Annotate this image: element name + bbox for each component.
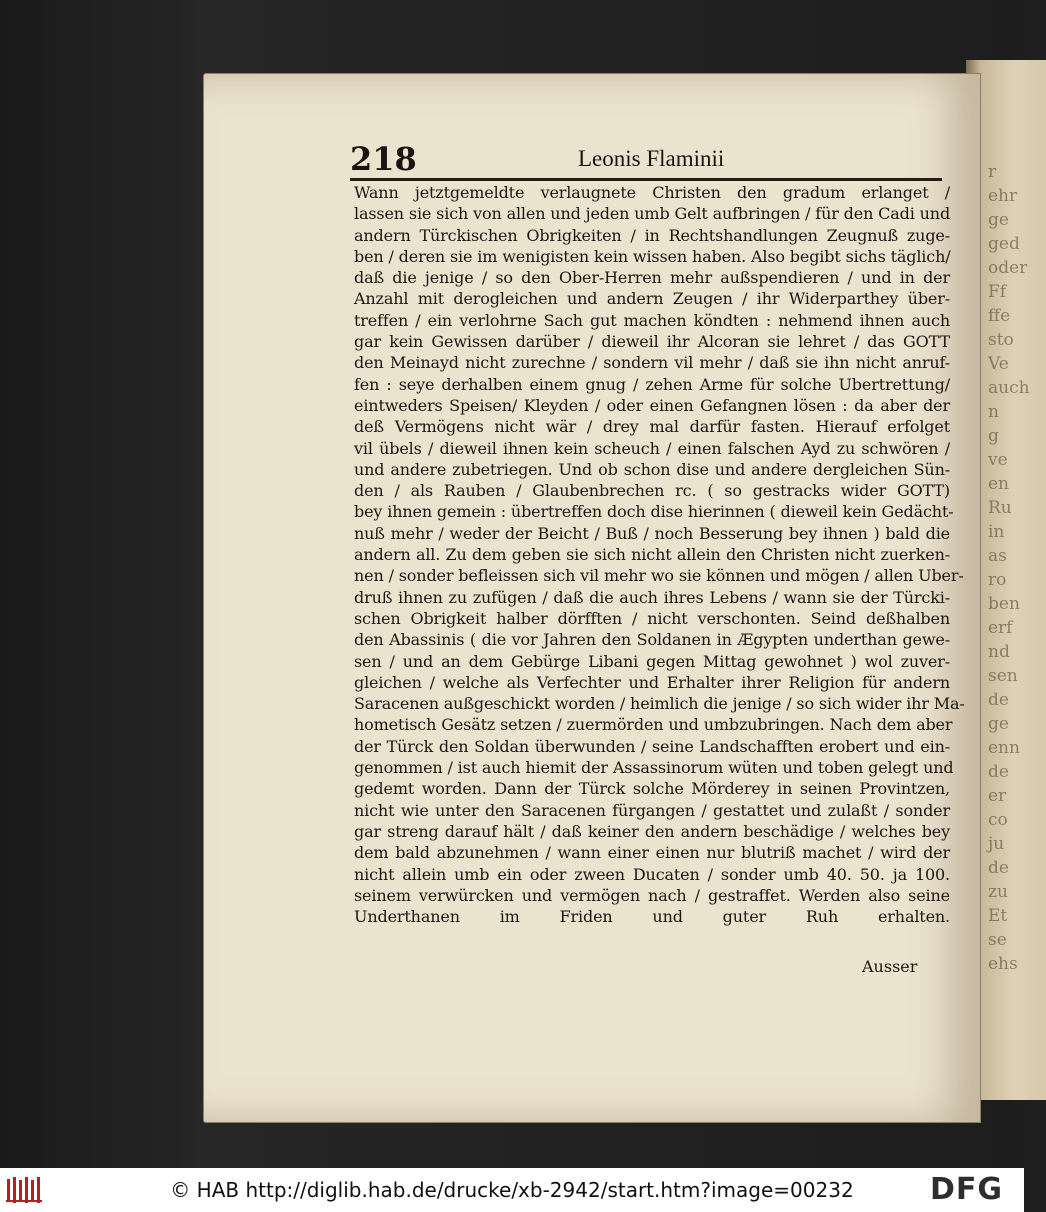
- facing-page-fragment: ged: [988, 234, 1020, 254]
- page-header: [350, 140, 940, 176]
- facing-page-fragment: ffe: [988, 306, 1011, 326]
- text-line: seinem verwürcken und vermögen nach / gestraffet. Werden also seine: [354, 885, 950, 905]
- text-line: den Abassinis ( die vor Jahren den Soldanen in Ægypten underthan gewe-: [354, 630, 950, 650]
- text-line: eintweders Speisen/ Kleyden / oder einen Gefangnen lösen : da aber der: [354, 395, 950, 415]
- facing-page-fragment: Ve: [988, 354, 1009, 374]
- facing-page-fragment: ve: [988, 450, 1008, 470]
- facing-page-fragment: oder: [988, 258, 1028, 278]
- text-line: deß Vermögens nicht wär / drey mal darfür fasten. Hierauf erfolget: [354, 417, 950, 437]
- text-line: Wann jetztgemeldte verlaugnete Christen den gradum erlanget /: [354, 183, 950, 202]
- text-line: andern Türckischen Obrigkeiten / in Rechtshandlungen Zeugnuß zuge-: [354, 225, 950, 245]
- text-line: bey ihnen gemein : übertreffen doch dise hierinnen ( dieweil kein Gedächt-: [354, 502, 954, 522]
- text-line: Anzahl mit derogleichen und andern Zeugen / ihr Widerparthey über-: [354, 289, 950, 309]
- facing-page-fragment: auch: [988, 378, 1030, 398]
- facing-page-fragment: de: [988, 858, 1009, 878]
- text-line: gedemt worden. Dann der Türck solche Mörderey in seinen Provintzen,: [354, 779, 950, 799]
- facing-page-fragment: ehr: [988, 186, 1018, 206]
- text-line: druß ihnen zu zufügen / daß die auch ihres Lebens / wann sie der Türcki-: [354, 587, 950, 607]
- text-line: den / als Rauben / Glaubenbrechen rc. ( so gestracks wider GOTT): [354, 481, 950, 501]
- text-line: ben / deren sie im wenigisten kein wissen haben. Also begibt sichs täglich/: [354, 246, 951, 266]
- text-line: schen Obrigkeit halber dörfften / nicht verschonten. Seind deßhalben: [354, 608, 950, 628]
- facing-page-fragment: Ff: [988, 282, 1007, 302]
- body-text: [354, 182, 965, 927]
- text-line: gar streng darauf hält / daß keiner den andern beschädige / welches bey: [354, 821, 950, 841]
- facing-page-fragment: nd: [988, 642, 1010, 662]
- text-line: nicht wie unter den Saracenen fürgangen / gestattet und zulaßt / sonder: [354, 800, 950, 820]
- text-line: nicht allein umb ein oder zween Ducaten / sonder umb 40. 50. ja 100.: [354, 864, 950, 884]
- text-line: genommen / ist auch hiemit der Assassinorum wüten und toben gelegt und: [354, 758, 954, 778]
- facing-page-fragment: Et: [988, 906, 1008, 926]
- facing-page-fragment: ju: [988, 834, 1005, 854]
- dfg-logo: DFG: [930, 1172, 1004, 1207]
- facing-page-fragment: ehs: [988, 954, 1018, 974]
- catchword: Ausser: [862, 957, 918, 976]
- text-line: Saracenen außgeschickt worden / heimlich die jenige / so sich wider ihr Ma-: [354, 694, 965, 714]
- text-line: lassen sie sich von allen und jeden umb Gelt aufbringen / für den Cadi und: [354, 204, 951, 224]
- facing-page-text: [988, 160, 1028, 976]
- facing-page-fragment: de: [988, 762, 1009, 782]
- text-line: treffen / ein verlohrne Sach gut machen köndten : nehmend ihnen auch: [354, 310, 950, 330]
- facing-page-fragment: g: [988, 426, 999, 446]
- running-head: Leonis Flaminii: [578, 146, 725, 171]
- text-line: den Meinayd nicht zurechne / sondern vil mehr / daß sie ihn nicht anruf-: [354, 353, 950, 373]
- text-line: nen / sonder befleissen sich vil mehr wo sie können und mögen / allen Uber-: [354, 566, 964, 586]
- facing-page-fragment: sen: [988, 666, 1018, 686]
- text-line: gleichen / welche als Verfechter und Erhalter ihrer Religion für andern: [354, 672, 950, 692]
- facing-page-fragment: ben: [988, 594, 1020, 614]
- facing-page-fragment: as: [988, 546, 1007, 566]
- text-line: vil übels / dieweil ihnen kein scheuch / einen falschen Ayd zu schwören /: [354, 438, 950, 458]
- facing-page-fragment: Ru: [988, 498, 1012, 518]
- facing-page-fragment: en: [988, 474, 1010, 494]
- text-line: und andere zubetriegen. Und ob schon dise und andere dergleichen Sün-: [354, 459, 950, 479]
- text-line: daß die jenige / so den Ober-Herren mehr außspendieren / und in der: [354, 268, 950, 288]
- text-line: andern all. Zu dem geben sie sich nicht allein den Christen nicht zuerken-: [354, 545, 950, 565]
- facing-page-fragment: enn: [988, 738, 1020, 758]
- facing-page-fragment: erf: [988, 618, 1013, 638]
- text-line: hometisch Gesätz setzen / zuermörden und umbzubringen. Nach dem aber: [354, 715, 953, 735]
- copyright-url[interactable]: © HAB http://diglib.hab.de/drucke/xb-2942/start.htm?image=00232: [170, 1178, 854, 1202]
- facing-page-fragment: ge: [988, 210, 1009, 230]
- facing-page-fragment: se: [988, 930, 1007, 950]
- facing-page-fragment: ge: [988, 714, 1009, 734]
- facing-page-fragment: in: [988, 522, 1005, 542]
- text-line: sen / und an dem Gebürge Libani gegen Mittag gewohnet ) wol zuver-: [354, 651, 950, 671]
- page-number: 218: [350, 140, 417, 178]
- facing-page-fragment: ro: [988, 570, 1007, 590]
- facing-page-fragment: n: [988, 402, 999, 422]
- footer-bar: [0, 1168, 1024, 1212]
- text-line: dem bald abzunehmen / wann einer einen nur blutriß machet / wird der: [354, 843, 950, 863]
- facing-page-fragment: de: [988, 690, 1009, 710]
- facing-page-fragment: zu: [988, 882, 1008, 902]
- facing-page-fragment: er: [988, 786, 1007, 806]
- facing-page-fragment: r: [988, 162, 997, 182]
- facing-page-fragment: sto: [988, 330, 1014, 350]
- text-line: fen : seye derhalben einem gnug / zehen Arme für solche Ubertrettung/: [354, 374, 950, 394]
- header-rule: [350, 178, 942, 181]
- text-line: Underthanen im Friden und guter Ruh erhalten.: [354, 907, 950, 927]
- text-line: gar kein Gewissen darüber / dieweil ihr Alcoran sie lehret / das GOTT: [354, 332, 950, 352]
- text-line: der Türck den Soldan überwunden / seine Landschafften erobert und ein-: [354, 736, 950, 756]
- facing-page-fragment: co: [988, 810, 1008, 830]
- text-line: nuß mehr / weder der Beicht / Buß / noch Besserung bey ihnen ) bald die: [354, 523, 950, 543]
